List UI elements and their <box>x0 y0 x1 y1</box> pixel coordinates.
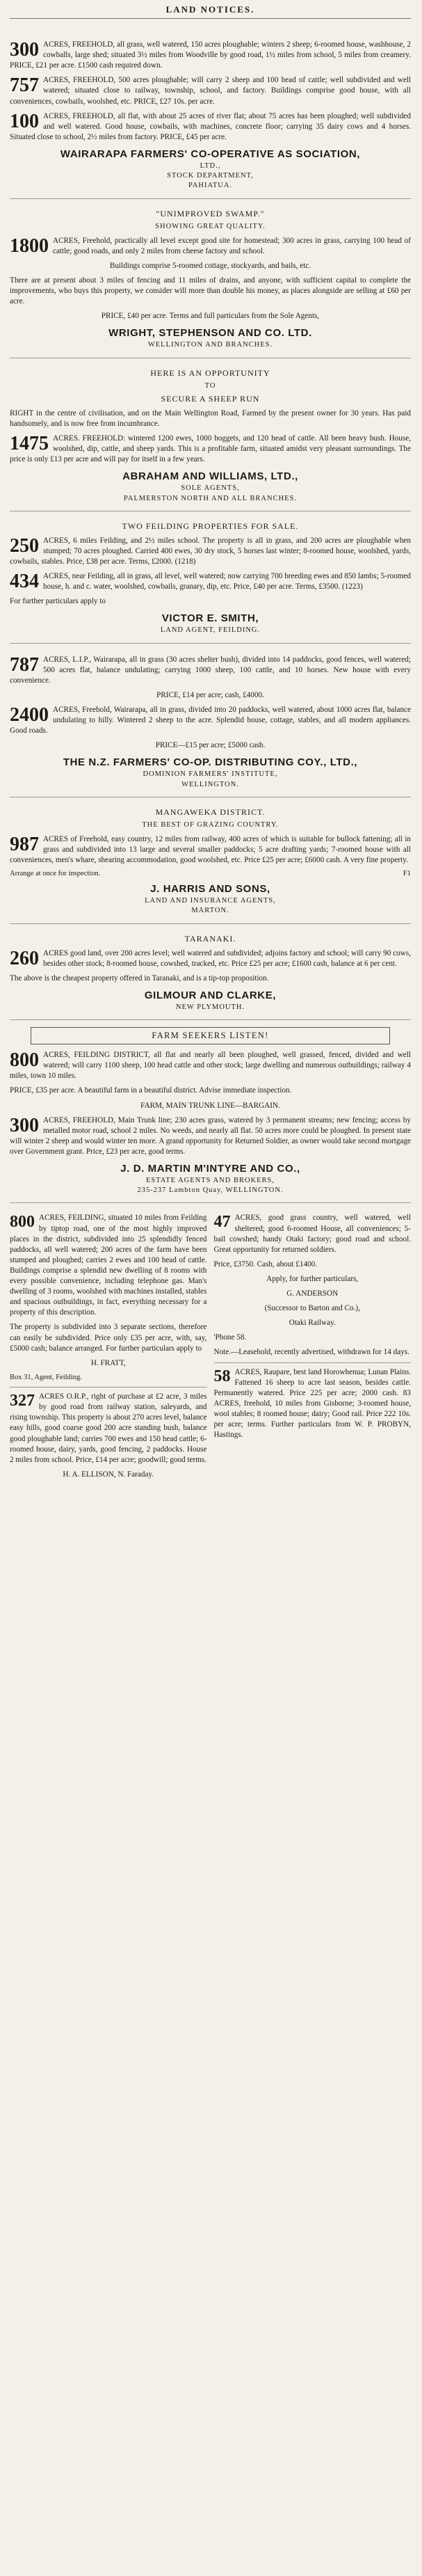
listing-text: ACRES. FREEHOLD: wintered 1200 ewes, 1000 hoggets, and 120 head of cattle. All been heavy bush. House, woolshed, dip, cattle, and sheep yards. This is a profitable farm, situated amidst very pleasant surroundings. The price is only £13 per acre and will pay for itself in a few years. <box>10 434 411 464</box>
agent-sub: LTD., <box>200 161 221 170</box>
listing-text: ACRES, L.I.P., Wairarapa, all in grass (30 acres shelter bush), divided into 14 paddocks, good fences, well watered; 500 acres flat, balance undulating; carrying 1000 sheep, 100 cattle, and 10 horses. New house with every convenience. <box>10 655 411 685</box>
listing-acreage: 47 <box>213 1213 231 1232</box>
ad-mcintyre <box>10 1020 411 1203</box>
agent-name: H. FRATT, <box>90 1358 126 1367</box>
agent-name: GILMOUR AND CLARKE, <box>144 989 277 1001</box>
listing-text: ACRES, 6 miles Feilding, and 2½ miles school. The property is all in grass, and 200 acres are ploughable when stumped; 70 acres ploughed. Carried 400 ewes, 30 dry stock, 5 horses last winter; 8-roomed house, woolshed, yards, cowbails, stables. Price, £38 per acre. Terms, £2000. (1218) <box>10 536 411 566</box>
listing-text: ACRES, good grass country, well watered, well sheltered; good 6-roomed House, all conveniences; 5-bail cowshed; handy Otaki factory; good road and school. Great opportunity for returned soldiers. <box>213 1214 411 1254</box>
ad-title: TARANAKI. <box>184 933 236 944</box>
listing-text: ACRES, near Feilding, all in grass, all level, well watered; now carrying 700 breeding ewes and 850 lambs; 5-roomed house, h. and c. water, woolshed, cowbails, granary, dip, etc. Price, £40 per acre. Terms, £3500. (1223) <box>43 572 411 591</box>
ad-paragraph: Apply, for further particulars, <box>266 1274 359 1283</box>
listing-item <box>214 1213 412 1255</box>
listing-acreage: 250 <box>10 534 39 557</box>
price-line: PRICE, £14 per acre; cash, £4000. <box>156 690 264 699</box>
agent-sub: DOMINION FARMERS' INSTITUTE, <box>143 770 278 779</box>
ad-harris <box>10 797 411 924</box>
listing-text: ACRES, FREEHOLD, Main Trunk line; 230 acres grass, watered by 3 permanent streams; new fencing; access by metalled motor road, school 2 miles. No weeds, and nearly all flat. 50 acres more could be ploughed. In present state will winter 2 sheep and would winter ten more. A grand opportunity for Returned Soldier, as owner would take second mortgage over Government grant. Price, £23 per acre, good terms. <box>10 1115 411 1156</box>
listing-text: ACRES, FEILDING DISTRICT, all flat and nearly all been ploughed, well grassed, fenced, divided and well watered; will carry 1100 sheep, 100 head cattle and other stock; large dwelling and numerous outbuildings; railway 4 miles, town 10 miles. <box>10 1051 411 1081</box>
agent-sub: LAND AGENT, FEILDING. <box>160 626 261 635</box>
price-line: Price, £3750. Cash, about £1400. <box>213 1259 318 1269</box>
listing-item <box>214 1362 412 1441</box>
ad-abraham <box>10 358 411 511</box>
ad-subtitle: THE BEST OF GRAZING COUNTRY. <box>142 820 279 829</box>
agent-sub: (Successor to Barton and Co.), <box>264 1304 360 1313</box>
listing-acreage: 260 <box>10 947 39 969</box>
ad-paragraph: Arrange at once for inspection. <box>10 870 101 878</box>
agent-sub: WELLINGTON AND BRANCHES. <box>147 341 273 349</box>
listing-item <box>10 655 411 686</box>
ad-nz-farmers <box>10 644 411 797</box>
ad-banner: FARM SEEKERS LISTEN! <box>31 1027 390 1044</box>
agent-name: G. ANDERSON <box>286 1289 339 1298</box>
agent-sub: STOCK DEPARTMENT, <box>167 172 254 180</box>
listing-text: ACRES, Freehold, practically all level except good site for homestead; 300 acres in grass, carrying 100 head of cattle; good roads, and only 2 miles from cheese factory and school. <box>53 236 411 255</box>
listing-acreage: 800 <box>10 1213 35 1232</box>
listing-acreage: 327 <box>10 1392 35 1410</box>
listing-acreage: 100 <box>10 110 39 132</box>
listing-text: ACRES, FEILDING, situated 10 miles from Feilding by tiptop road, one of the most highly improved places in the district, subdivided into 25 splendidly fenced paddocks, all well watered; 200 acres of the farm have been stumped and ploughed; carries 2 ewes and 100 head of cattle. Buildings comprise a splendid new dwelling of 8 rooms with every possible convenience, including telephone gas. Man's dwelling of 3 rooms, woolshed with machines installed, stables and spacious outbuildings, in fact, everything necessary for a property of this description. <box>10 1214 207 1317</box>
buildings-note: Buildings comprise 5-roomed cottage, stockyards, and bails, etc. <box>109 261 311 270</box>
agent-sub: PAHIATUA. <box>188 182 233 190</box>
listing-item <box>10 1387 207 1465</box>
right-column <box>214 1209 412 1484</box>
listing-acreage: 58 <box>213 1367 231 1385</box>
listing-text: ACRES, FREEHOLD, 500 acres ploughable; will carry 2 sheep and 100 head of cattle; well subdivided and well watered; situated close to railway, township, school, and factory. Buildings comprise good house, with all conveniences, cowbails, woolshed, etc. PRICE, £27 10s. per acre. <box>10 76 411 106</box>
agent-sub: SOLE AGENTS, <box>181 484 240 493</box>
ad-paragraph: The above is the cheapest property offered in Taranaki, and is a tip-top proposition. <box>10 973 269 983</box>
agent-sub: Otaki Railway. <box>289 1319 336 1328</box>
price-line: PRICE, £35 per acre. A beautiful farm in a beautiful district. Advise immediate inspection. <box>10 1086 292 1095</box>
section-header: LAND NOTICES. <box>10 4 411 19</box>
left-column <box>10 1209 207 1484</box>
listing-text: ACRES good land, over 200 acres level; well watered and subdivided; adjoins factory and school; will carry 90 cows, besides other stock; 8-roomed house, cowshed, tracked, etc. Price £25 per acre; £1600 cash, balance at 6 per cent. <box>43 948 411 968</box>
ad-subtitle: SHOWING GREAT QUALITY. <box>155 222 266 230</box>
agent-sub: WELLINGTON. <box>181 780 239 788</box>
listing-item <box>10 75 411 106</box>
listing-item <box>10 948 411 969</box>
listing-item <box>10 536 411 567</box>
agent-sub: PALMERSTON NORTH AND ALL BRANCHES. <box>123 494 298 502</box>
agent-phone: 'Phone 58. <box>213 1333 247 1342</box>
listing-text: ACRES, FREEHOLD, all flat, with about 25 acres of river flat; about 75 acres has been ploughed; well subdivided and well watered. Good house, cowbails, with machines, concrete floor; carrying 35 dairy cows and 4 horses. Situated close to school, 2½ miles from factory. PRICE, £45 per acre. <box>10 111 411 141</box>
listing-acreage: 300 <box>10 39 39 61</box>
agent-sub: ESTATE AGENTS AND BROKERS, <box>145 1177 275 1185</box>
agent-name: ABRAHAM AND WILLIAMS, LTD., <box>122 470 298 483</box>
listing-acreage: 787 <box>10 653 39 676</box>
agent-sub: MARTON. <box>191 907 229 915</box>
agent-name: THE N.Z. FARMERS' CO-OP. DISTRIBUTING COY., LTD., <box>63 756 358 769</box>
listing-item <box>10 705 411 736</box>
ad-subheading: FARM, MAIN TRUNK LINE—BARGAIN. <box>140 1101 280 1110</box>
listing-text: ACRES, FREEHOLD, all grass, well watered, 150 acres ploughable; winters 2 sheep; 6-roomed house, washhouse, 2 cowballs, large shed; situated 3½ miles from Woodville by good road, 1½ miles from school, 5 miles from creamery. PRICE, £21 per acre. £1500 cash required down. <box>10 40 411 70</box>
listing-item <box>10 111 411 143</box>
listing-acreage: 2400 <box>10 703 49 726</box>
listing-item <box>10 834 411 866</box>
listing-acreage: 1800 <box>10 234 49 257</box>
ad-intro: RIGHT in the centre of civilisation, and on the Main Wellington Road, Farmed by the present owner for 30 years. Has paid handsomely, and is now free from incumbrance. <box>10 408 411 428</box>
listing-item <box>10 434 411 465</box>
ad-title: MANGAWEKA DISTRICT. <box>155 806 266 817</box>
listing-text: ACRES O.R.P., right of purchase at £2 acre, 3 miles by good road from railway station, saleyards, and rising township. This property is about 270 acres level, balance easy hills, good coarse good 200 acre standing bush, balance good ploughable land; carries 700 ewes and 150 head cattle; 6-roomed house, dairy, yards, good fencing, 2 paddocks. House 2 miles from school. Price, £14 per acre; goodwill; good terms. <box>10 1392 207 1464</box>
agent-name: J. HARRIS AND SONS, <box>150 883 270 896</box>
ad-title: "UNIMPROVED SWAMP." <box>156 208 265 218</box>
listing-item <box>10 1050 411 1081</box>
ad-note: Note.—Leasehold, recently advertised, withdrawn for 14 days. <box>213 1348 409 1357</box>
ad-paragraph: There are at present about 3 miles of fencing and 11 miles of drains, and anyone, with sufficient capital to complete the improvements, who buys this property, we consider will more than double his money, as places alongside are selling at £60 per acre. <box>10 276 411 306</box>
ad-code: F1 <box>403 870 411 878</box>
listing-acreage: 987 <box>10 833 39 855</box>
ad-paragraph: For further particulars apply to <box>10 597 106 606</box>
price-line: PRICE, £40 per acre. Terms and full particulars from the Sole Agents, <box>101 312 320 321</box>
agent-name: J. D. MARTIN M'INTYRE AND CO., <box>120 1163 300 1175</box>
listing-item <box>10 1213 207 1318</box>
inspection-line <box>10 870 411 877</box>
ad-gilmour <box>10 924 411 1021</box>
listing-acreage: 1475 <box>10 433 49 454</box>
listing-acreage: 434 <box>10 571 39 592</box>
ad-title-mid: TO <box>204 381 216 390</box>
listing-item <box>10 1115 411 1157</box>
listing-acreage: 800 <box>10 1049 39 1072</box>
listing-text: ACRES, Freehold, Wairarapa, all in grass, divided into 20 paddocks, well watered, about 1000 acres flat, balance undulating to hilly. Wintered 2 sheep to the acre. Splendid house, cottage, stables, and all modern appliances. Good roads. <box>10 705 411 736</box>
agent-sub: LAND AND INSURANCE AGENTS, <box>145 897 276 905</box>
listing-item <box>10 571 411 592</box>
ad-smith <box>10 511 411 644</box>
ad-wright <box>10 199 411 358</box>
ad-title-end: SECURE A SHEEP RUN <box>161 393 260 404</box>
agent-name: VICTOR E. SMITH, <box>161 612 259 625</box>
listing-text: ACRES of Freehold, easy country, 12 miles from railway, 400 acres of which is suitable for bullock fattening; all in grass and subdivided into 13 large and several smaller paddocks; 5 acre drafting yards; 7-roomed house with all conveniences, men's whare, shearing accommodation, good woolshed, etc. Price £25 per acre; £6000 cash. A very fine property. <box>10 834 411 865</box>
ad-paragraph: The property is subdivided into 3 separate sections, therefore can easily be subdivided. Price only £35 per acre, with, say, £5000 cash; balance arranged. For further particulars apply to <box>10 1323 207 1353</box>
ad-wairarapa <box>10 29 411 199</box>
listing-acreage: 757 <box>10 74 39 97</box>
listing-text: ACRES, Raupare, best land Horowhenua; Lunan Plains. Fattened 16 sheep to acre last season, besides cattle. Permanently watered. Price 225 per acre; 2000 cash. 83 ACRES, freehold, 10 miles from Gisborne; 3-roomed house, wool stables; 8 roomed house; dairy; Good rail. Price 222 10s. per acre; terms. Further particulars from W. P. PROBYN, Hastings. <box>213 1367 411 1440</box>
agent-name: WAIRARAPA FARMERS' CO-OPERATIVE AS SOCIATION, <box>60 148 361 160</box>
agent-sub: NEW PLYMOUTH. <box>175 1003 245 1011</box>
listing-item <box>10 236 411 257</box>
agent-name: WRIGHT, STEPHENSON AND CO. LTD. <box>108 327 312 340</box>
split-ads <box>10 1203 411 1484</box>
ad-title: TWO FEILDING PROPERTIES FOR SALE. <box>122 520 299 531</box>
ad-title: HERE IS AN OPPORTUNITY <box>150 367 270 378</box>
price-line: PRICE—£15 per acre; £5000 cash. <box>155 741 266 750</box>
listing-acreage: 300 <box>10 1114 39 1136</box>
listing-item <box>10 40 411 71</box>
agent-name: H. A. ELLISON, N. Faraday. <box>63 1470 154 1479</box>
agent-address: Box 31, Agent, Feilding. <box>10 1373 82 1381</box>
agent-sub: 235-237 Lambton Quay, WELLINGTON. <box>137 1186 284 1195</box>
